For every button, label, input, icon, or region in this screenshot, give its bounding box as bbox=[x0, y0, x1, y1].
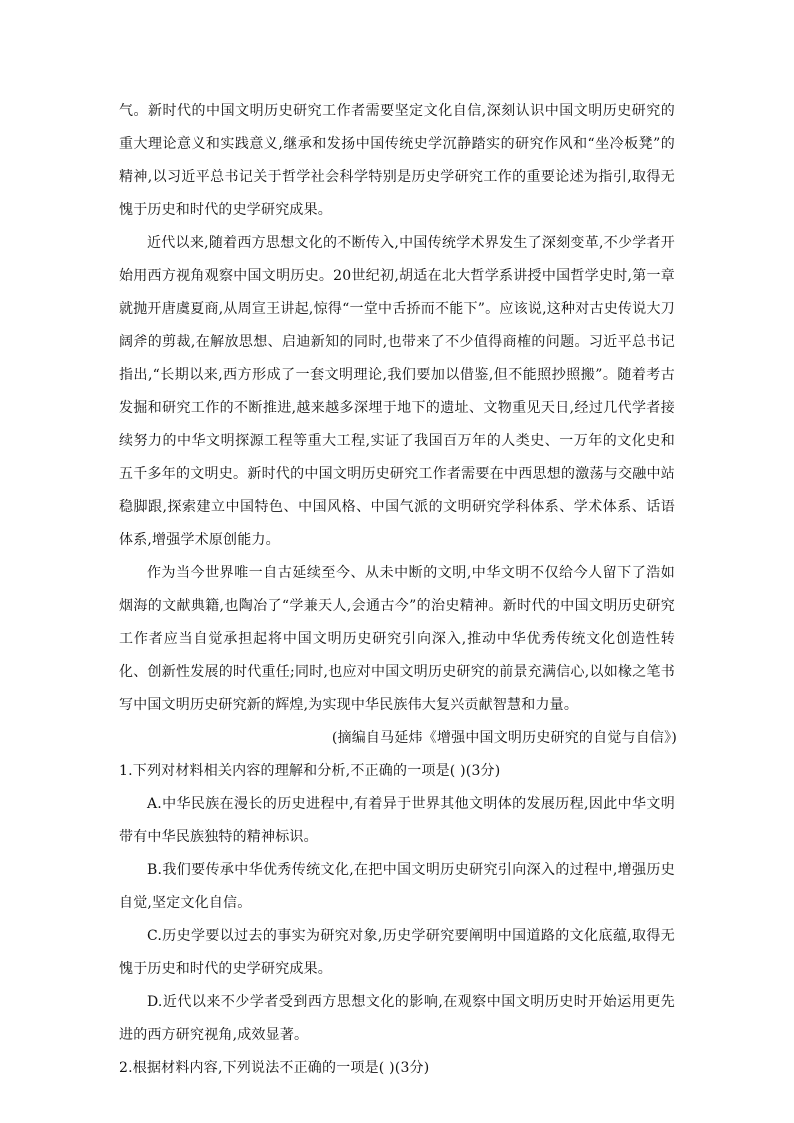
passage-source: (摘编自马延炜《增强中国文明历史研究的自觉与自信》) bbox=[331, 730, 677, 746]
question-1-option-a: A.中华民族在漫长的历史进程中,有着异于世界其他文明体的发展历程,因此中华文明带有中华民族独特的精神标识。 bbox=[119, 796, 675, 845]
question-2-stem: 2.根据材料内容,下列说法不正确的一项是( )(3分) bbox=[119, 1060, 430, 1076]
question-1-option-c: C.历史学要以过去的事实为研究对象,历史学研究要阐明中国道路的文化底蕴,取得无愧于历史和时代的史学研究成果。 bbox=[119, 928, 675, 977]
passage-paragraph-3: 作为当今世界唯一自古延续至今、从未中断的文明,中华文明不仅给今人留下了浩如烟海的文献典籍,也陶冶了“学兼天人,会通古今”的治史精神。新时代的中国文明历史研究工作者应当自觉承担起将中国文明历史研究引向深入,推动中华优秀传统文化创造性转化、创新性发展的时代重任;同时,也应对中国文明历史研究的前景充满信心,以如椽之笔书写中国文明历史研究新的辉煌,为实现中华民族伟大复兴贡献智慧和力量。 bbox=[119, 565, 675, 713]
passage-paragraph-2: 近代以来,随着西方思想文化的不断传入,中国传统学术界发生了深刻变革,不少学者开始用西方视角观察中国文明历史。20世纪初,胡适在北大哲学系讲授中国哲学史时,第一章就抛开唐虞夏商,从周宣王讲起,惊得“一堂中舌挢而不能下”。应该说,这种对古史传说大刀阔斧的剪裁,在解放思想、启迪新知的同时,也带来了不少值得商榷的问题。习近平总书记指出,“长期以来,西方形成了一套文明理论,我们要加以借鉴,但不能照抄照搬”。随着考古发掘和研究工作的不断推进,越来越多深埋于地下的遗址、文物重见天日,经过几代学者接续努力的中华文明探源工程等重大工程,实证了我国百万年的人类史、一万年的文化史和五千多年的文明史。新时代的中国文明历史研究工作者需要在中西思想的激荡与交融中站稳脚跟,探索建立中国特色、中国风格、中国气派的文明研究学科体系、学术体系、话语体系,增强学术原创能力。 bbox=[119, 235, 675, 548]
question-1-stem: 1.下列对材料相关内容的理解和分析,不正确的一项是( )(3分) bbox=[119, 763, 501, 779]
passage-paragraph-1: 气。新时代的中国文明历史研究工作者需要坚定文化自信,深刻认识中国文明历史研究的重大理论意义和实践意义,继承和发扬中国传统史学沉静踏实的研究作风和“坐冷板凳”的精神,以习近平总书记关于哲学社会科学特别是历史学研究工作的重要论述为指引,取得无愧于历史和时代的史学研究成果。 bbox=[119, 103, 675, 218]
document-page bbox=[119, 95, 675, 1085]
question-1-option-d: D.近代以来不少学者受到西方思想文化的影响,在观察中国文明历史时开始运用更先进的西方研究视角,成效显著。 bbox=[119, 994, 675, 1043]
question-1-option-b: B.我们要传承中华优秀传统文化,在把中国文明历史研究引向深入的过程中,增强历史自觉,坚定文化自信。 bbox=[119, 862, 675, 911]
